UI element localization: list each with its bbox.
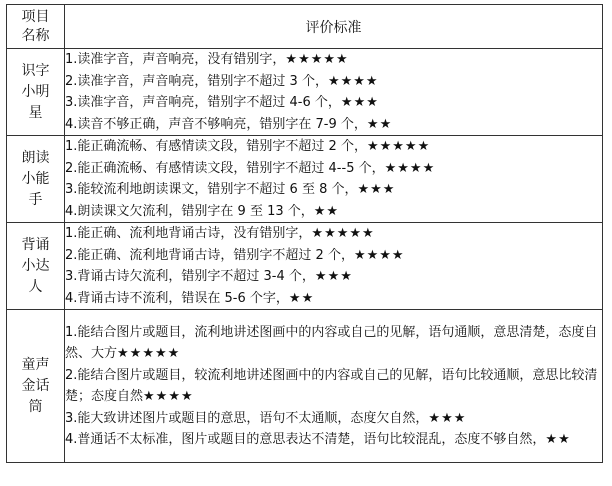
criterion-text: 4.读音不够正确，声音不够响亮，错别字在 7-9 个，	[65, 116, 367, 132]
star-icon: ★	[336, 52, 349, 67]
criterion-item	[65, 429, 602, 451]
criterion-item	[65, 49, 602, 71]
star-rating	[328, 74, 379, 89]
star-icon: ★	[180, 389, 194, 404]
criterion-item	[65, 266, 602, 288]
rubric-row	[7, 136, 603, 223]
star-rating	[315, 269, 353, 284]
criterion-text: 4.朗读课文欠流利，错别字在 9 至 13 个，	[65, 203, 314, 219]
star-icon: ★	[379, 139, 393, 154]
criterion-item	[65, 136, 602, 158]
criterion-text: 3.能大致讲述图片或题目的意思，语句不太通顺，态度欠自然，	[65, 410, 429, 426]
criterion-item	[65, 245, 602, 267]
star-icon: ★	[154, 346, 168, 361]
star-rating	[367, 139, 430, 154]
criterion-item	[65, 408, 602, 430]
criterion-item	[65, 92, 602, 114]
star-icon: ★	[142, 346, 155, 361]
star-icon: ★	[288, 290, 302, 306]
criterion-text: 2.读准字音，声音响亮，错别字不超过 3 个，	[65, 73, 328, 89]
star-icon: ★	[366, 116, 380, 132]
star-icon: ★	[298, 52, 311, 67]
star-icon: ★	[384, 160, 398, 176]
star-rating	[354, 248, 405, 263]
star-icon: ★	[366, 247, 380, 263]
star-icon: ★	[340, 95, 354, 110]
criterion-text: 3.背诵古诗欠流利，错别字不超过 3-4 个，	[65, 269, 315, 284]
star-icon: ★	[382, 182, 396, 197]
star-icon: ★	[357, 182, 371, 197]
star-rating	[367, 117, 392, 132]
category-cell	[7, 49, 65, 136]
criterion-item	[65, 114, 602, 136]
star-rating	[357, 182, 395, 197]
star-icon: ★	[379, 247, 392, 263]
criterion-item	[65, 179, 602, 201]
rubric-row	[7, 310, 603, 463]
criterion-item	[65, 71, 602, 93]
criteria-cell	[65, 136, 603, 223]
star-icon: ★	[353, 247, 367, 263]
star-icon: ★	[422, 160, 436, 176]
star-icon: ★	[362, 226, 375, 241]
criterion-item	[65, 201, 602, 223]
star-icon: ★	[311, 226, 325, 241]
criterion-text: 1.读准字音，声音响亮，没有错别字，	[65, 52, 286, 67]
star-icon: ★	[340, 73, 354, 89]
star-icon: ★	[168, 389, 181, 404]
criterion-text: 1.能正确、流利地背诵古诗，没有错别字，	[65, 226, 312, 241]
star-icon: ★	[155, 389, 169, 404]
star-rating	[428, 411, 466, 426]
rubric-body	[7, 49, 603, 463]
star-icon: ★	[379, 116, 393, 132]
star-icon: ★	[117, 346, 130, 361]
rubric-row	[7, 223, 603, 310]
project-name-header	[7, 5, 65, 49]
category-cell	[7, 223, 65, 310]
star-icon: ★	[340, 269, 353, 284]
evaluation-criteria-header	[65, 5, 603, 49]
star-icon: ★	[349, 226, 363, 241]
star-icon: ★	[313, 203, 327, 219]
star-icon: ★	[336, 226, 350, 241]
star-icon: ★	[167, 346, 181, 361]
project-name-header-text: 项目 名称	[21, 8, 50, 44]
star-icon: ★	[366, 95, 379, 110]
star-icon: ★	[558, 432, 571, 447]
category-name: 童声 金话 筒	[21, 356, 50, 415]
criterion-text: 1.能结合图片或题目，流利地讲述图画中的内容或自己的见解，语句通顺，意思清楚，态度自然、大方	[65, 324, 598, 361]
star-icon: ★	[314, 269, 328, 284]
star-icon: ★	[365, 73, 379, 89]
star-rating	[289, 291, 314, 306]
star-icon: ★	[301, 290, 315, 306]
star-icon: ★	[391, 247, 405, 263]
star-rating	[545, 432, 570, 447]
star-rating	[117, 346, 180, 361]
star-icon: ★	[417, 139, 431, 154]
criterion-text: 1.能正确流畅、有感情读文段，错别字不超过 2 个，	[65, 139, 367, 154]
criteria-cell	[65, 49, 603, 136]
star-icon: ★	[545, 432, 559, 447]
star-icon: ★	[397, 160, 410, 176]
star-icon: ★	[404, 139, 418, 154]
star-icon: ★	[392, 139, 405, 154]
criterion-text: 3.能较流利地朗读课文，错别字不超过 6 至 8 个，	[65, 182, 358, 197]
star-icon: ★	[326, 203, 340, 219]
star-icon: ★	[143, 389, 156, 404]
star-icon: ★	[327, 269, 341, 284]
category-name: 朗读 小能 手	[21, 149, 50, 208]
criterion-text: 4.普通话不太标准，图片或题目的意思表达不清楚，语句比较混乱，态度不够自然，	[65, 432, 546, 447]
star-icon: ★	[366, 139, 380, 154]
category-name: 背诵 小达 人	[21, 236, 50, 295]
star-rating	[341, 95, 379, 110]
criteria-cell	[65, 310, 603, 463]
star-icon: ★	[310, 52, 324, 67]
star-icon: ★	[129, 346, 143, 361]
evaluation-criteria-header-text: 评价标准	[305, 19, 362, 36]
star-rating	[311, 226, 374, 241]
star-rating	[143, 389, 194, 404]
criterion-item	[65, 288, 602, 310]
rubric-row	[7, 49, 603, 136]
star-icon: ★	[324, 226, 337, 241]
criterion-text: 2.能正确、流利地背诵古诗，错别字不超过 2 个，	[65, 247, 354, 263]
star-rating	[314, 204, 339, 219]
star-icon: ★	[285, 52, 299, 67]
criterion-text: 2.能结合图片或题目，较流利地讲述图画中的内容或自己的见解，语句比较通顺，意思比较清楚；态度自然	[65, 367, 598, 404]
category-cell	[7, 136, 65, 223]
star-icon: ★	[353, 73, 366, 89]
criterion-item	[65, 158, 602, 180]
evaluation-rubric-table	[6, 4, 603, 463]
star-icon: ★	[428, 410, 442, 426]
criterion-item	[65, 223, 602, 245]
star-icon: ★	[370, 182, 383, 197]
star-icon: ★	[453, 410, 467, 426]
star-icon: ★	[353, 95, 367, 110]
criterion-text: 3.读准字音，声音响亮，错别字不超过 4-6 个，	[65, 95, 341, 110]
category-name: 识字 小明 星	[21, 62, 50, 121]
star-rating	[385, 161, 436, 176]
star-icon: ★	[409, 160, 423, 176]
table-header-row	[7, 5, 603, 49]
star-icon: ★	[327, 73, 341, 89]
criterion-text: 4.背诵古诗不流利，错误在 5-6 个字，	[65, 290, 289, 306]
criterion-item	[65, 322, 602, 365]
category-cell	[7, 310, 65, 463]
star-icon: ★	[323, 52, 337, 67]
star-rating	[285, 52, 348, 67]
star-icon: ★	[441, 410, 454, 426]
criterion-text: 2.能正确流畅、有感情读文段，错别字不超过 4--5 个，	[65, 160, 385, 176]
criteria-cell	[65, 223, 603, 310]
criterion-item	[65, 365, 602, 408]
